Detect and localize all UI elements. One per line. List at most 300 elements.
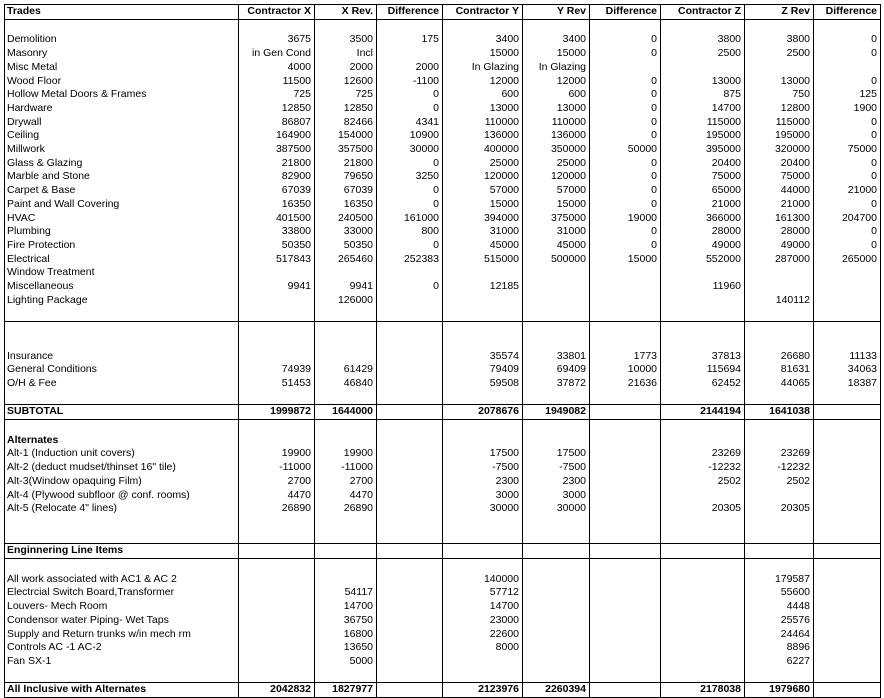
spacer-row (5, 19, 881, 33)
cell-value (661, 573, 745, 587)
cell-value: 125 (814, 88, 881, 102)
cell-value: 20305 (745, 502, 814, 516)
empty-cell (590, 530, 661, 544)
empty-cell (661, 420, 745, 434)
table-row (5, 544, 881, 559)
cell-value: 5000 (315, 655, 377, 669)
cell-value (590, 586, 661, 600)
cell-value: 12000 (523, 75, 590, 89)
cell-value: 45000 (443, 239, 523, 253)
cell-value (523, 280, 590, 294)
cell-value: -7500 (523, 461, 590, 475)
cell-value: 25000 (443, 157, 523, 171)
cell-value: -7500 (443, 461, 523, 475)
cell-value: 0 (377, 184, 443, 198)
spacer-row (5, 420, 881, 434)
cell-value: 23269 (745, 447, 814, 461)
cell-value (523, 544, 590, 559)
empty-cell (239, 336, 315, 350)
row-label: Ceiling (5, 129, 239, 143)
empty-cell (315, 420, 377, 434)
table-row (5, 143, 881, 157)
empty-cell (661, 391, 745, 405)
empty-cell (5, 516, 239, 530)
cell-value (814, 586, 881, 600)
cell-value: 0 (377, 157, 443, 171)
row-label: HVAC (5, 212, 239, 226)
cell-value: 12185 (443, 280, 523, 294)
row-label: Alternates (5, 434, 239, 448)
cell-value: 120000 (523, 170, 590, 184)
cell-value: 82466 (315, 116, 377, 130)
row-label: Plumbing (5, 225, 239, 239)
cell-value: 10900 (377, 129, 443, 143)
cell-value: 1979680 (745, 683, 814, 698)
cell-value (661, 641, 745, 655)
cell-value: -11000 (239, 461, 315, 475)
cell-value: 4000 (239, 61, 315, 75)
cell-value: 0 (590, 75, 661, 89)
cell-value (661, 544, 745, 559)
cell-value: 51453 (239, 377, 315, 391)
empty-cell (745, 336, 814, 350)
cell-value: 15000 (590, 253, 661, 267)
cell-value (661, 628, 745, 642)
empty-cell (239, 420, 315, 434)
row-label: Condensor water Piping- Wet Taps (5, 614, 239, 628)
header-contractor-y: Contractor Y (443, 5, 523, 20)
empty-cell (5, 669, 239, 683)
row-label: Hardware (5, 102, 239, 116)
cell-value: 20400 (661, 157, 745, 171)
empty-cell (443, 322, 523, 336)
empty-cell (745, 391, 814, 405)
empty-cell (814, 559, 881, 573)
cell-value: 19900 (315, 447, 377, 461)
cell-value: 600 (443, 88, 523, 102)
cell-value (745, 434, 814, 448)
cell-value (814, 614, 881, 628)
cell-value: 2123976 (443, 683, 523, 698)
empty-cell (814, 391, 881, 405)
cell-value: 46840 (315, 377, 377, 391)
cell-value: 49000 (661, 239, 745, 253)
header-x-difference: Difference (377, 5, 443, 20)
empty-cell (814, 420, 881, 434)
table-row (5, 489, 881, 503)
table-row (5, 434, 881, 448)
cell-value: 1949082 (523, 405, 590, 420)
cell-value: 0 (814, 157, 881, 171)
table-row (5, 170, 881, 184)
cell-value: 3800 (745, 33, 814, 47)
empty-cell (814, 530, 881, 544)
cell-value (239, 614, 315, 628)
table-row (5, 600, 881, 614)
cell-value (661, 489, 745, 503)
row-label: All Inclusive with Alternates (5, 683, 239, 698)
cell-value (814, 266, 881, 280)
table-row (5, 655, 881, 669)
cell-value: 19000 (590, 212, 661, 226)
row-label: All work associated with AC1 & AC 2 (5, 573, 239, 587)
cell-value: 120000 (443, 170, 523, 184)
cell-value: 1641038 (745, 405, 814, 420)
cell-value: 4470 (315, 489, 377, 503)
cell-value: 3800 (661, 33, 745, 47)
table-row (5, 280, 881, 294)
cell-value: 515000 (443, 253, 523, 267)
table-row (5, 33, 881, 47)
empty-cell (443, 336, 523, 350)
cell-value: 12000 (443, 75, 523, 89)
cell-value (239, 266, 315, 280)
cell-value: 875 (661, 88, 745, 102)
table-row (5, 61, 881, 75)
empty-cell (745, 530, 814, 544)
cell-value: 12850 (315, 102, 377, 116)
cell-value (814, 461, 881, 475)
row-label: Window Treatment (5, 266, 239, 280)
cell-value (814, 573, 881, 587)
cell-value: -11000 (315, 461, 377, 475)
cell-value: 3400 (523, 33, 590, 47)
empty-cell (523, 516, 590, 530)
cell-value: 50350 (239, 239, 315, 253)
table-row (5, 102, 881, 116)
row-label: Electrical (5, 253, 239, 267)
cell-value: 14700 (443, 600, 523, 614)
table-row (5, 198, 881, 212)
empty-cell (377, 336, 443, 350)
row-label: Glass & Glazing (5, 157, 239, 171)
spacer-row (5, 669, 881, 683)
empty-cell (590, 420, 661, 434)
row-label: Hollow Metal Doors & Frames (5, 88, 239, 102)
empty-cell (239, 530, 315, 544)
cell-value (814, 655, 881, 669)
empty-cell (443, 391, 523, 405)
header-contractor-z: Contractor Z (661, 5, 745, 20)
cell-value: 395000 (661, 143, 745, 157)
empty-cell (443, 669, 523, 683)
cell-value (377, 363, 443, 377)
empty-cell (590, 19, 661, 33)
cell-value: 79650 (315, 170, 377, 184)
cell-value: 75000 (661, 170, 745, 184)
cell-value: 2700 (315, 475, 377, 489)
cell-value: 28000 (661, 225, 745, 239)
cell-value: 49000 (745, 239, 814, 253)
empty-cell (5, 307, 239, 321)
empty-cell (443, 530, 523, 544)
cell-value: 0 (590, 170, 661, 184)
cell-value: 115000 (745, 116, 814, 130)
cell-value (590, 434, 661, 448)
row-label: Alt-2 (deduct mudset/thinset 16" tile) (5, 461, 239, 475)
empty-cell (745, 19, 814, 33)
cell-value: in Gen Cond (239, 47, 315, 61)
cell-value (377, 461, 443, 475)
table-row (5, 47, 881, 61)
cell-value: 0 (377, 280, 443, 294)
cell-value: 44065 (745, 377, 814, 391)
empty-cell (315, 322, 377, 336)
cell-value: 9941 (315, 280, 377, 294)
cell-value: 1999872 (239, 405, 315, 420)
cell-value (523, 600, 590, 614)
empty-cell (590, 322, 661, 336)
table-row (5, 502, 881, 516)
empty-cell (315, 530, 377, 544)
cell-value: 2502 (661, 475, 745, 489)
empty-cell (5, 559, 239, 573)
cell-value: 2260394 (523, 683, 590, 698)
cell-value (661, 434, 745, 448)
cell-value (814, 600, 881, 614)
cell-value (377, 573, 443, 587)
cell-value (590, 614, 661, 628)
cell-value (661, 655, 745, 669)
cell-value: 0 (814, 33, 881, 47)
table-row (5, 641, 881, 655)
empty-cell (315, 19, 377, 33)
cell-value: 30000 (523, 502, 590, 516)
empty-cell (5, 322, 239, 336)
row-label: Carpet & Base (5, 184, 239, 198)
empty-cell (661, 669, 745, 683)
cell-value: 55600 (745, 586, 814, 600)
cell-value (814, 489, 881, 503)
cell-value: 4341 (377, 116, 443, 130)
table-row (5, 586, 881, 600)
cell-value: 20400 (745, 157, 814, 171)
cell-value: 74939 (239, 363, 315, 377)
table-row (5, 157, 881, 171)
cell-value (590, 475, 661, 489)
table-row (5, 253, 881, 267)
cell-value (523, 628, 590, 642)
empty-cell (443, 516, 523, 530)
empty-cell (661, 559, 745, 573)
empty-cell (661, 530, 745, 544)
cell-value: 179587 (745, 573, 814, 587)
cell-value: 0 (590, 129, 661, 143)
cell-value: 140000 (443, 573, 523, 587)
cell-value (443, 266, 523, 280)
cell-value: 82900 (239, 170, 315, 184)
row-label: Paint and Wall Covering (5, 198, 239, 212)
cell-value (590, 461, 661, 475)
sheet-body (5, 19, 881, 697)
cell-value: 26890 (315, 502, 377, 516)
cell-value (315, 544, 377, 559)
cell-value: 2078676 (443, 405, 523, 420)
empty-cell (377, 669, 443, 683)
cell-value: -12232 (745, 461, 814, 475)
cell-value: 24464 (745, 628, 814, 642)
cell-value: 0 (590, 33, 661, 47)
cell-value (443, 294, 523, 308)
cell-value: 2144194 (661, 405, 745, 420)
cell-value (315, 573, 377, 587)
cell-value: 164900 (239, 129, 315, 143)
row-label: Alt-3(Window opaquing Film) (5, 475, 239, 489)
cell-value: 50000 (590, 143, 661, 157)
cell-value: 13000 (745, 75, 814, 89)
empty-cell (315, 559, 377, 573)
cell-value: 1773 (590, 350, 661, 364)
cell-value: 154000 (315, 129, 377, 143)
cell-value (590, 502, 661, 516)
cell-value (661, 586, 745, 600)
cell-value: 401500 (239, 212, 315, 226)
cell-value (590, 447, 661, 461)
row-label: Louvers- Mech Room (5, 600, 239, 614)
cell-value: 2042832 (239, 683, 315, 698)
cell-value (239, 655, 315, 669)
cell-value (590, 544, 661, 559)
cell-value: 0 (377, 239, 443, 253)
empty-cell (814, 669, 881, 683)
cell-value (661, 266, 745, 280)
table-row (5, 129, 881, 143)
cell-value (814, 434, 881, 448)
cell-value (443, 434, 523, 448)
empty-cell (5, 391, 239, 405)
empty-cell (745, 307, 814, 321)
cell-value: 26890 (239, 502, 315, 516)
cell-value: 2500 (661, 47, 745, 61)
cell-value: 375000 (523, 212, 590, 226)
table-row (5, 294, 881, 308)
empty-cell (523, 669, 590, 683)
cell-value: 4470 (239, 489, 315, 503)
cell-value: 9941 (239, 280, 315, 294)
row-label: Alt-1 (Induction unit covers) (5, 447, 239, 461)
row-label: Supply and Return trunks w/in mech rm (5, 628, 239, 642)
cell-value: 30000 (377, 143, 443, 157)
row-label: Masonry (5, 47, 239, 61)
empty-cell (239, 391, 315, 405)
empty-cell (590, 336, 661, 350)
empty-cell (5, 19, 239, 33)
row-label: Misc Metal (5, 61, 239, 75)
cell-value: 21800 (315, 157, 377, 171)
cell-value: 75000 (814, 143, 881, 157)
cell-value: 57000 (443, 184, 523, 198)
cell-value: 0 (590, 88, 661, 102)
cell-value: 175 (377, 33, 443, 47)
cell-value: 16800 (315, 628, 377, 642)
cell-value (745, 489, 814, 503)
cell-value: 75000 (745, 170, 814, 184)
header-y-difference: Difference (590, 5, 661, 20)
empty-cell (5, 420, 239, 434)
cell-value (377, 489, 443, 503)
row-label: Miscellaneous (5, 280, 239, 294)
cell-value: 31000 (523, 225, 590, 239)
table-row (5, 75, 881, 89)
cell-value (814, 502, 881, 516)
cell-value: 17500 (443, 447, 523, 461)
cell-value (590, 573, 661, 587)
cell-value: 8000 (443, 641, 523, 655)
cell-value: 37813 (661, 350, 745, 364)
row-label: Marble and Stone (5, 170, 239, 184)
cell-value (814, 475, 881, 489)
cell-value: 15000 (523, 198, 590, 212)
cell-value: 140112 (745, 294, 814, 308)
cell-value (661, 614, 745, 628)
empty-cell (745, 516, 814, 530)
cell-value (814, 280, 881, 294)
cell-value (443, 544, 523, 559)
spacer-row (5, 530, 881, 544)
cell-value (814, 447, 881, 461)
row-label: Enginnering Line Items (5, 544, 239, 559)
cell-value: 19900 (239, 447, 315, 461)
cell-value: 69409 (523, 363, 590, 377)
cell-value: 21800 (239, 157, 315, 171)
cell-value (377, 294, 443, 308)
cell-value: 394000 (443, 212, 523, 226)
cell-value (590, 600, 661, 614)
row-label: Controls AC -1 AC-2 (5, 641, 239, 655)
cell-value: 33000 (315, 225, 377, 239)
header-trades: Trades (5, 5, 239, 20)
cell-value (523, 586, 590, 600)
cell-value: 1900 (814, 102, 881, 116)
cell-value (745, 280, 814, 294)
cell-value: 62452 (661, 377, 745, 391)
cell-value: 1827977 (315, 683, 377, 698)
empty-cell (377, 420, 443, 434)
cell-value: 110000 (523, 116, 590, 130)
cell-value (239, 641, 315, 655)
spacer-row (5, 322, 881, 336)
cell-value (315, 266, 377, 280)
cell-value (590, 641, 661, 655)
row-label: Millwork (5, 143, 239, 157)
header-z-rev: Z Rev (745, 5, 814, 20)
cell-value: 13650 (315, 641, 377, 655)
cell-value: In Glazing (443, 61, 523, 75)
cell-value: 2700 (239, 475, 315, 489)
empty-cell (661, 307, 745, 321)
cell-value: 26680 (745, 350, 814, 364)
cell-value: 252383 (377, 253, 443, 267)
cell-value (239, 544, 315, 559)
empty-cell (443, 19, 523, 33)
empty-cell (377, 559, 443, 573)
row-label: Wood Floor (5, 75, 239, 89)
empty-cell (5, 530, 239, 544)
cell-value: 0 (590, 157, 661, 171)
cell-value: 366000 (661, 212, 745, 226)
empty-cell (590, 669, 661, 683)
cell-value (239, 586, 315, 600)
empty-cell (590, 307, 661, 321)
cell-value: 1644000 (315, 405, 377, 420)
cell-value (590, 266, 661, 280)
cell-value (523, 655, 590, 669)
cell-value: 33801 (523, 350, 590, 364)
empty-cell (377, 322, 443, 336)
cell-value: 54117 (315, 586, 377, 600)
cell-value (377, 600, 443, 614)
row-label: Drywall (5, 116, 239, 130)
